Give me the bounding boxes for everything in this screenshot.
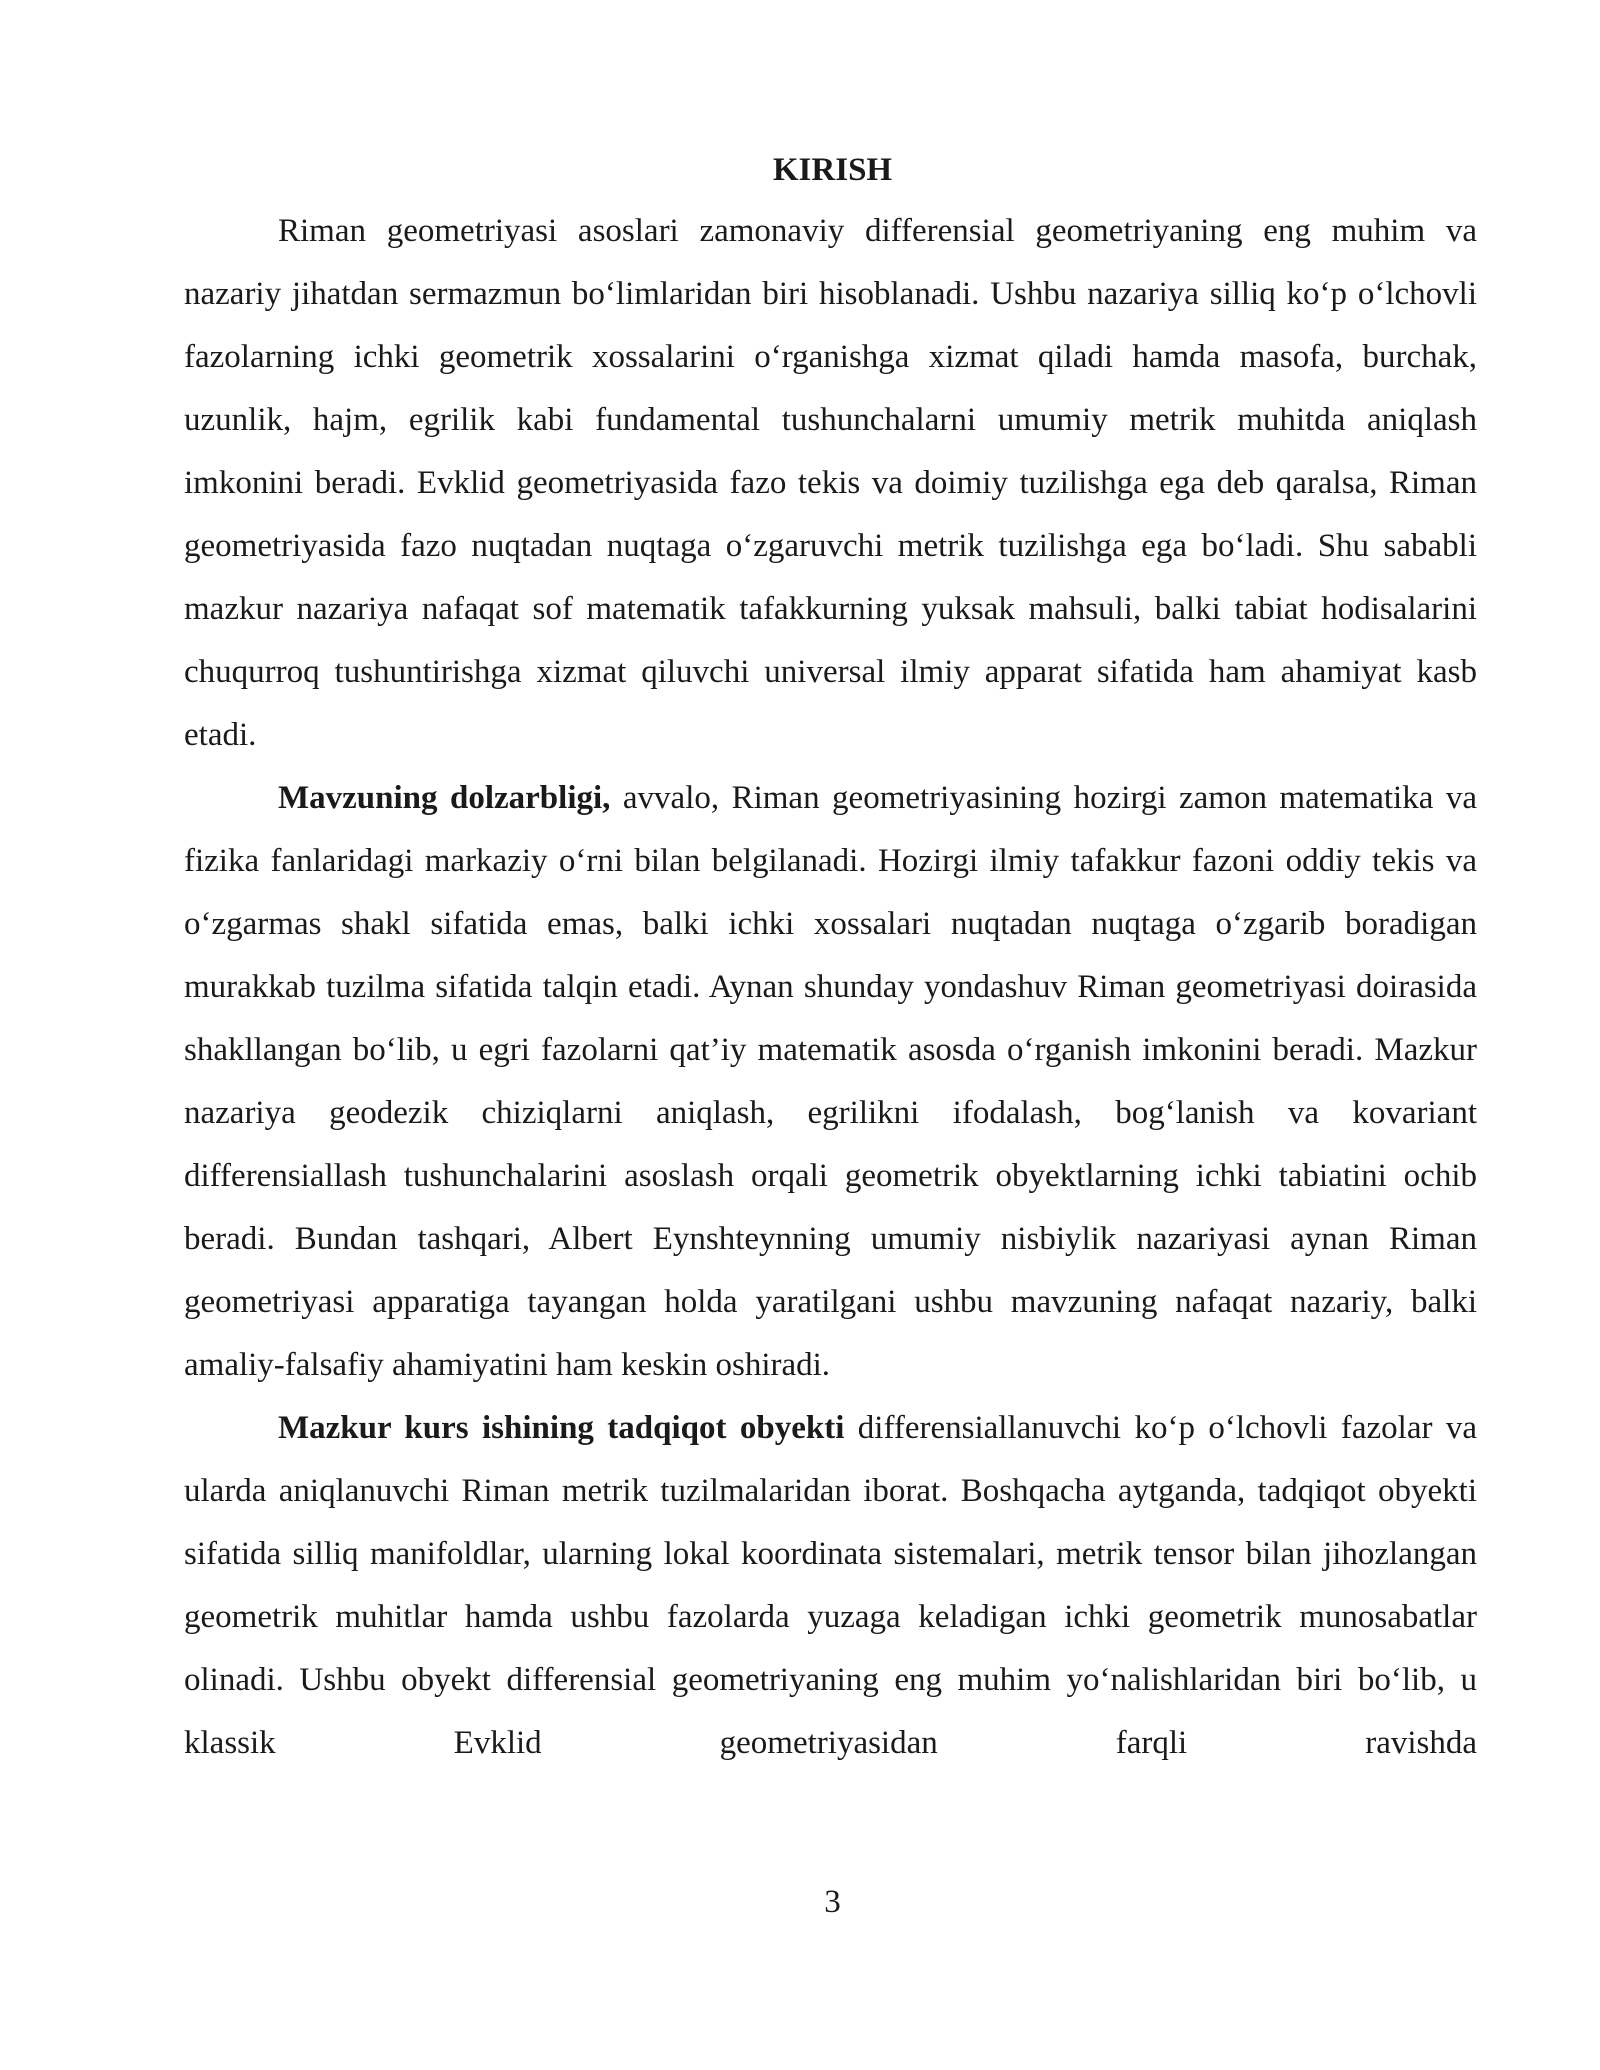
paragraph-lead: Mavzuning dolzarbligi, — [278, 780, 611, 816]
paragraph-text: Riman geometriyasi asoslari zamonaviy differensial geometriyaning eng muhim va nazariy jihatdan sermazmun bo‘limlaridan biri hisoblanadi. Ushbu nazariya silliq ko‘p o‘lchovli fazolarning ichki geometrik xossalarini o‘rganishga xizmat qiladi hamda masofa, burchak, uzunlik, hajm, egrilik kabi fundamental tushunchalarni umumiy metrik muhitda aniqlash imkonini beradi. Evklid geometriyasida fazo tekis va doimiy tuzilishga ega deb qaralsa, Riman geometriyasida fazo nuqtadan nuqtaga o‘zgaruvchi metrik tuzilishga ega bo‘ladi. Shu sababli mazkur nazariya nafaqat sof matematik tafakkurning yuksak mahsuli, balki tabiat hodisalarini chuqurroq tushuntirishga xizmat qiluvchi universal ilmiy apparat sifatida ham ahamiyat kasb etadi. — [184, 213, 1477, 753]
paragraph-introduction — [184, 200, 1477, 767]
paragraph-text: differensiallanuvchi ko‘p o‘lchovli fazolar va ularda aniqlanuvchi Riman metrik tuzilmalaridan iborat. Boshqacha aytganda, tadqiqot obyekti sifatida silliq manifoldlar, ularning lokal koordinata sistemalari, metrik tensor bilan jihozlangan geometrik muhitlar hamda ushbu fazolarda yuzaga keladigan ichki geometrik munosabatlar olinadi. Ushbu obyekt differensial geometriyaning eng muhim yo‘nalishlaridan biri bo‘lib, u klassik Evklid geometriyasidan farqli ravishda — [184, 1410, 1477, 1761]
section-heading: KIRISH — [772, 152, 893, 188]
paragraph-relevance — [184, 767, 1477, 1397]
paragraph-research-object — [184, 1397, 1477, 1775]
paragraph-lead: Mazkur kurs ishining tadqiqot obyekti — [278, 1410, 845, 1446]
body-text — [184, 200, 1477, 1775]
paragraph-text: avvalo, Riman geometriyasining hozirgi zamon matematika va fizika fanlaridagi markaziy o‘rni bilan belgilanadi. Hozirgi ilmiy tafakkur fazoni oddiy tekis va o‘zgarmas shakl sifatida emas, balki ichki xossalari nuqtadan nuqtaga o‘zgarib boradigan murakkab tuzilma sifatida talqin etadi. Aynan shunday yondashuv Riman geometriyasi doirasida shakllangan bo‘lib, u egri fazolarni qat’iy matematik asosda o‘rganish imkonini beradi. Mazkur nazariya geodezik chiziqlarni aniqlash, egrilikni ifodalash, bog‘lanish va kovariant differensiallash tushunchalarini asoslash orqali geometrik obyektlarning ichki tabiatini ochib beradi. Bundan tashqari, Albert Eynshteynning umumiy nisbiylik nazariyasi aynan Riman geometriyasi apparatiga tayangan holda yaratilgani ushbu mavzuning nafaqat nazariy, balki amaliy-falsafiy ahamiyatini ham keskin oshiradi. — [184, 780, 1477, 1383]
page-number: 3 — [824, 1884, 841, 1920]
